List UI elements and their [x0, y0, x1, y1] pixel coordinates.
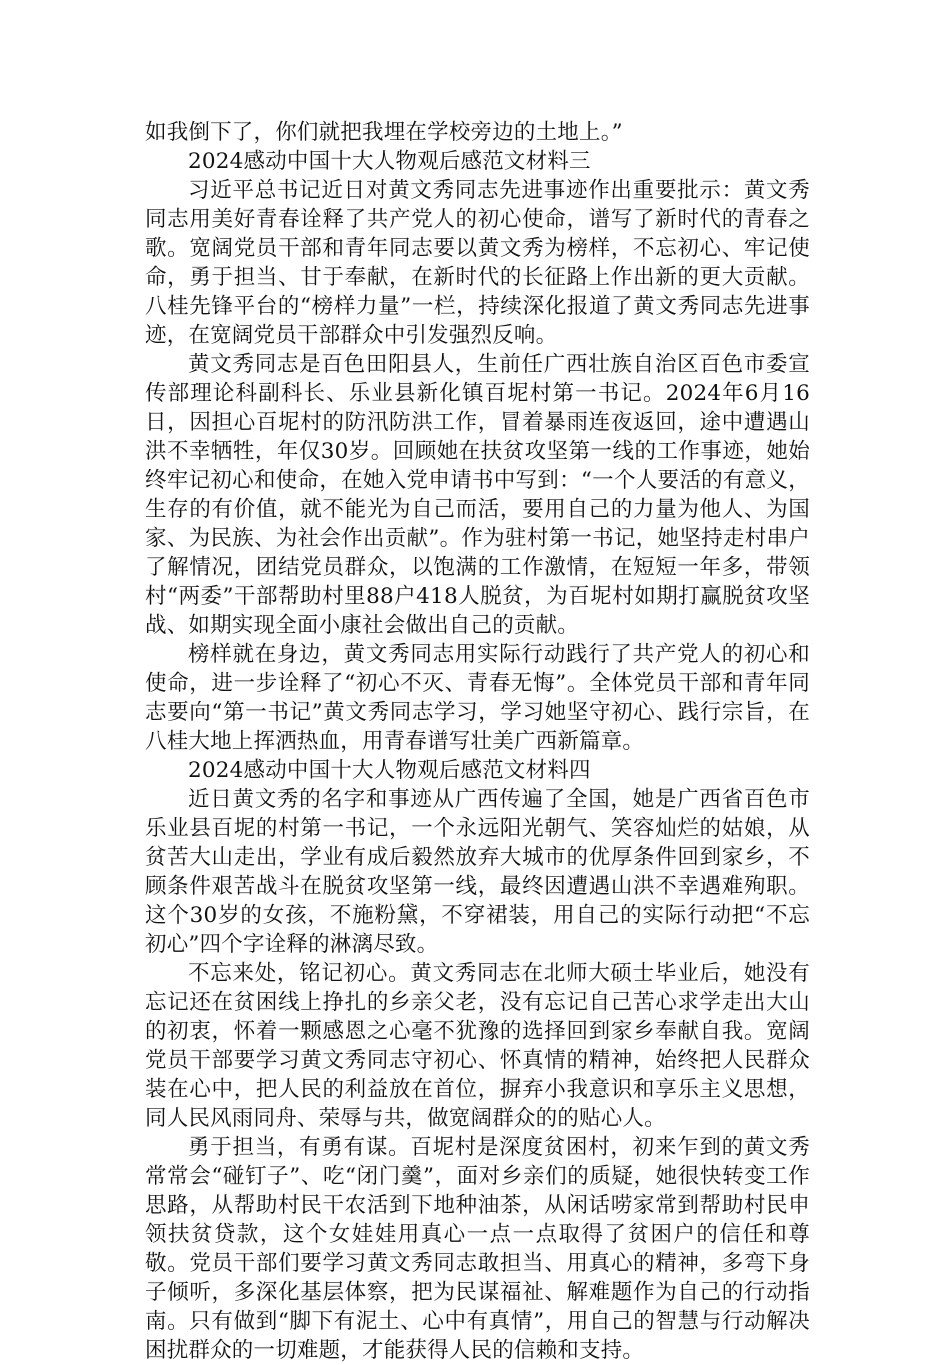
paragraph: 黄文秀同志是百色田阳县人，生前任广西壮族自治区百色市委宣传部理论科副科长、乐业县新化镇百坭村第一书记。2024年6月16日，因担心百坭村的防汛防洪工作，冒着暴雨连夜返回，途中遭遇山洪不幸牺牲，年仅30岁。回顾她在扶贫攻坚第一线的工作事迹，她始终牢记初心和使命，在她入党申请书中写到：“一个人要活的有意义，生存的有价值，就不能光为自己而活，要用自己的力量为他人、为国家、为民族、为社会作出贡献”。作为驻村第一书记，她坚持走村串户了解情况，团结党员群众，以饱满的工作激情，在短短一年多，带领村“两委”干部帮助村里88户418人脱贫，为百坭村如期打赢脱贫攻坚战、如期实现全面小康社会做出自己的贡献。: [145, 352, 810, 638]
paragraph: 习近平总书记近日对黄文秀同志先进事迹作出重要批示：黄文秀同志用美好青春诠释了共产党人的初心使命，谱写了新时代的青春之歌。宽阔党员干部和青年同志要以黄文秀为榜样，不忘初心、牢记使命，勇于担当、甘于奉献，在新时代的长征路上作出新的更大贡献。八桂先锋平台的“榜样力量”一栏，持续深化报道了黄文秀同志先进事迹，在宽阔党员干部群众中引发强烈反响。: [145, 178, 810, 348]
paragraph: 不忘来处，铭记初心。黄文秀同志在北师大硕士毕业后，她没有忘记还在贫困线上挣扎的乡亲父老，没有忘记自己苦心求学走出大山的初衷，怀着一颗感恩之心毫不犹豫的选择回到家乡奉献自我。宽阔党员干部要学习黄文秀同志守初心、怀真情的精神，始终把人民群众装在心中，把人民的利益放在首位，摒弃小我意识和享乐主义思想，同人民风雨同舟、荣辱与共，做宽阔群众的的贴心人。: [145, 961, 810, 1131]
paragraph: 榜样就在身边，黄文秀同志用实际行动践行了共产党人的初心和使命，进一步诠释了“初心不灭、青春无悔”。全体党员干部和青年同志要向“第一书记”黄文秀同志学习，学习她坚守初心、践行宗旨，在八桂大地上挥洒热血，用青春谱写壮美广西新篇章。: [145, 642, 810, 754]
section-heading-4: 2024感动中国十大人物观后感范文材料四: [188, 758, 591, 783]
paragraph-continuation: 如我倒下了，你们就把我埋在学校旁边的土地上。”: [145, 120, 623, 145]
document-page: [145, 118, 810, 1365]
section-heading-3: 2024感动中国十大人物观后感范文材料三: [188, 149, 591, 174]
paragraph: 近日黄文秀的名字和事迹从广西传遍了全国，她是广西省百色市乐业县百坭的村第一书记，一个永远阳光朝气、笑容灿烂的姑娘，从贫苦大山走出，学业有成后毅然放弃大城市的优厚条件回到家乡，不顾条件艰苦战斗在脱贫攻坚第一线，最终因遭遇山洪不幸遇难殉职。这个30岁的女孩，不施粉黛，不穿裙装，用自己的实际行动把“不忘初心”四个字诠释的淋漓尽致。: [145, 787, 810, 957]
paragraph: 勇于担当，有勇有谋。百坭村是深度贫困村，初来乍到的黄文秀常常会“碰钉子”、吃“闭门羹”，面对乡亲们的质疑，她很快转变工作思路，从帮助村民干农活到下地种油茶，从闲话唠家常到帮助村民申领扶贫贷款，这个女娃娃用真心一点一点取得了贫困户的信任和尊敬。党员干部们要学习黄文秀同志敢担当、用真心的精神，多弯下身子倾听，多深化基层体察，把为民谋福祉、解难题作为自己的行动指南。只有做到“脚下有泥土、心中有真情”，用自己的智慧与行动解决困扰群众的一切难题，才能获得人民的信赖和支持。: [145, 1135, 810, 1363]
